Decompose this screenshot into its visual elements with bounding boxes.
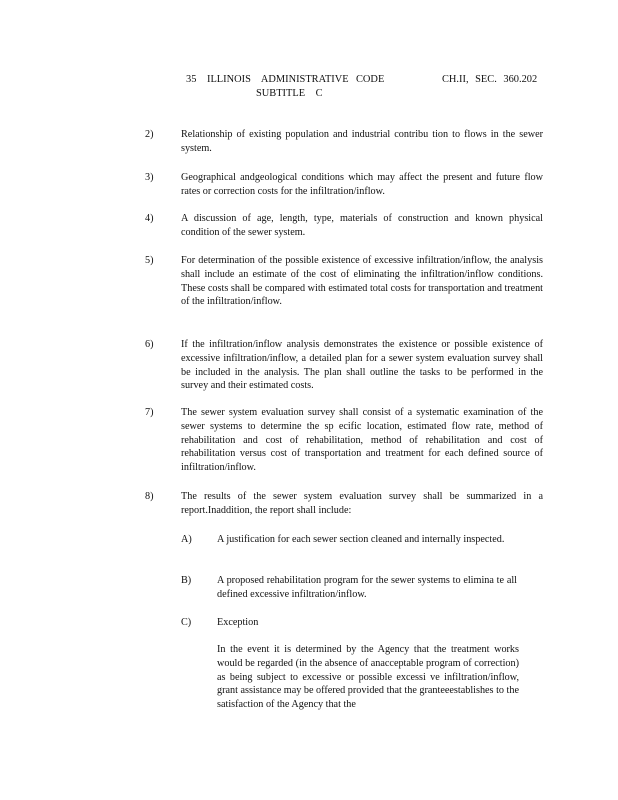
item-text: For determination of the possible existence of excessive infiltration/inflow, the analysis shall include an estimate of the cost of eliminating the infiltration/inflow conditions. These costs shall be compared with estimated total costs for transportation and treatment of the infiltration/inflow. (181, 255, 543, 308)
sub-item-letter: C) (181, 617, 192, 628)
page-header (186, 73, 546, 101)
header-title: 35 ILLINOIS ADMINISTRATIVE (186, 74, 349, 85)
item-text: If the infiltration/inflow analysis demonstrates the existence or possible existence of excessive infiltration/inflow, a detailed plan for a sewer system evaluation survey shall be included in the analysis. The plan shall outline the tasks to be performed in the survey and their estimated costs. (181, 339, 543, 392)
item-number: 6) (145, 339, 154, 350)
item-text: The sewer system evaluation survey shall consist of a systematic examination of the sewer systems to determine the sp ecific location, estimated flow rate, method of rehabilitation and cost of rehabilitation, method of rehabilitation and cost of rehabilitation versus cost of transportation and treatment for each defined source of infiltration/inflow. (181, 407, 543, 474)
item-number: 8) (145, 491, 154, 502)
item-number: 2) (145, 129, 154, 140)
item-number: 5) (145, 255, 154, 266)
item-number: 3) (145, 172, 154, 183)
sub-item-text: Exception (217, 617, 259, 628)
item-text: A discussion of age, length, type, materials of construction and known physical condition of the sewer system. (181, 213, 543, 238)
header-subtitle: SUBTITLE C (256, 88, 323, 99)
item-text: Geographical andgeological conditions which may affect the present and future flow rates or correction costs for the infiltration/inflow. (181, 172, 543, 197)
header-section: CH.II, SEC. 360.202 (442, 74, 538, 85)
exception-paragraph: In the event it is determined by the Agency that the treatment works would be regarded (in the absence of anacceptable program of correction) as being subject to excessive or possible excessi ve infiltration/inflow, grant assistance may be offered provided that the granteeestablishes to the satisfaction of the Agency that the (217, 644, 519, 711)
sub-item-letter: B) (181, 575, 192, 586)
sub-item-text: A justification for each sewer section cleaned and internally inspected. (217, 534, 505, 545)
item-number: 7) (145, 407, 154, 418)
item-number: 4) (145, 213, 154, 224)
sub-item-letter: A) (181, 534, 192, 545)
sub-item-text: A proposed rehabilitation program for the sewer systems to elimina te all defined excessive infiltration/inflow. (217, 575, 517, 600)
item-text: The results of the sewer system evaluation survey shall be summarized in a report.Inaddition, the report shall include: (181, 491, 543, 516)
header-code: CODE (356, 74, 385, 85)
item-text: Relationship of existing population and industrial contribu tion to flows in the sewer system. (181, 129, 543, 154)
